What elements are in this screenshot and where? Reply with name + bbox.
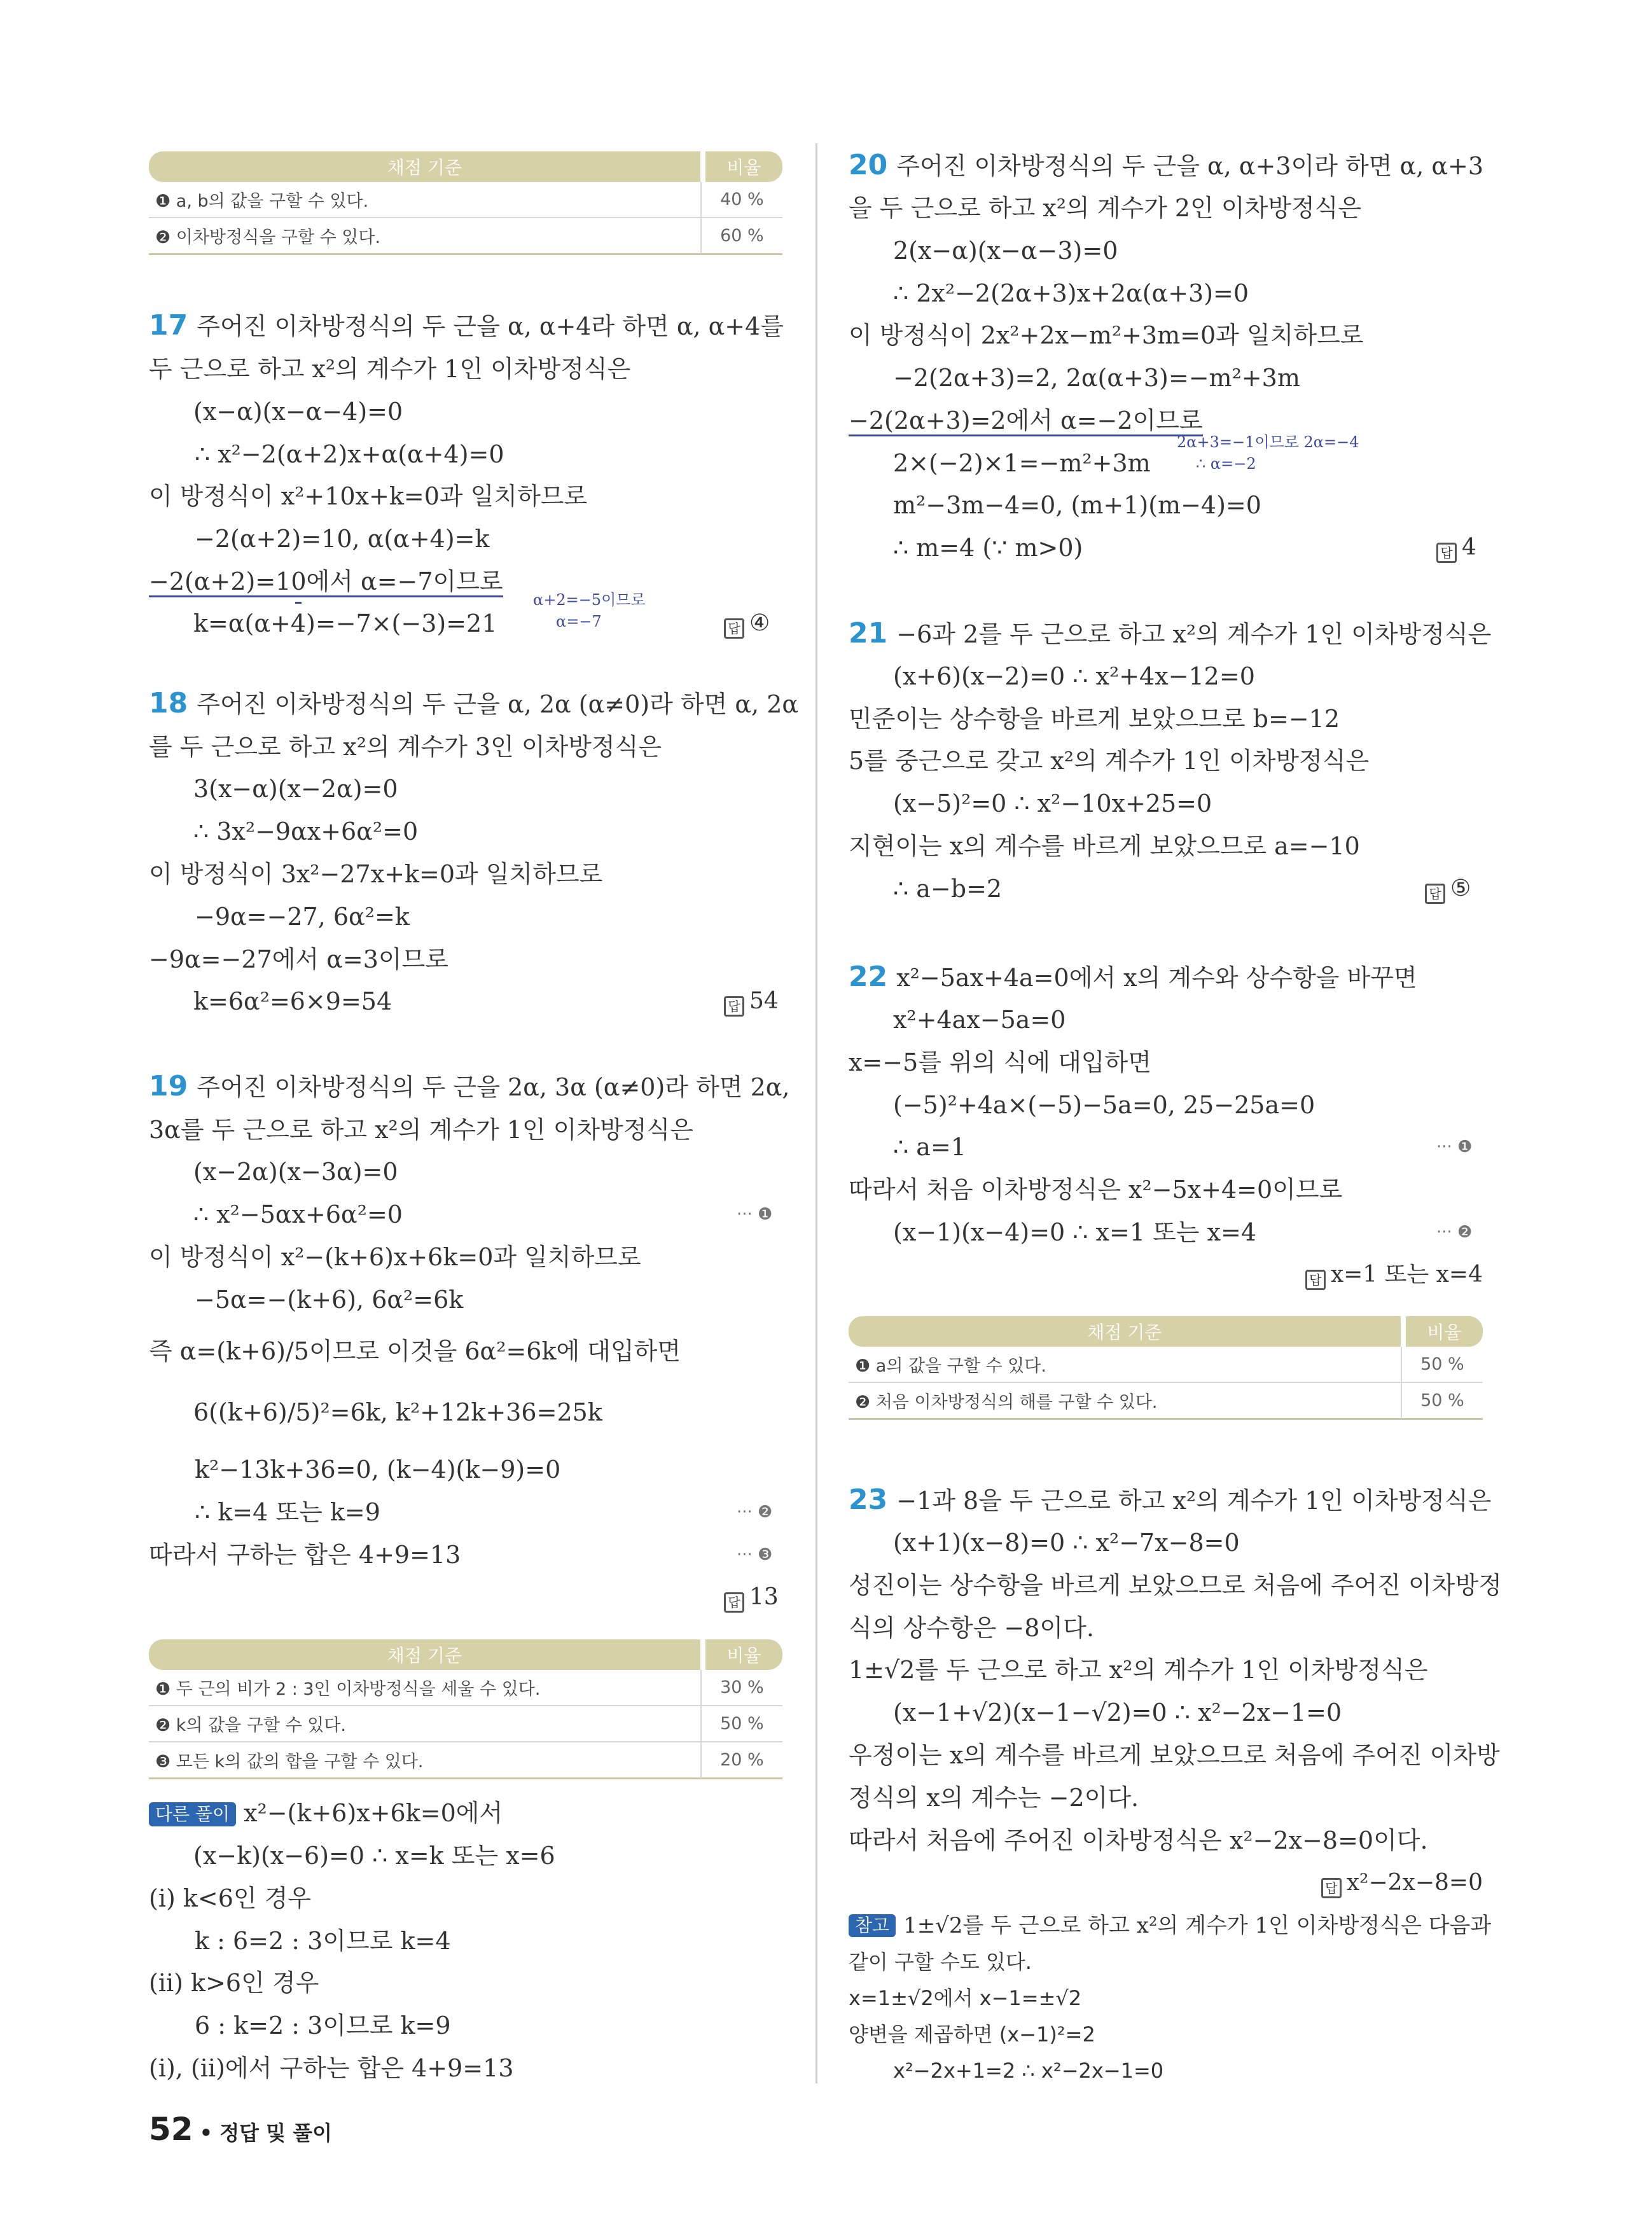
page-footer xyxy=(149,2111,332,2148)
problem-number: 19 xyxy=(149,1070,188,1102)
solution-line: ∴ a=1 xyxy=(893,1133,966,1161)
solution-line: 1±√2를 두 근으로 하고 x²의 계수가 1인 이차방정식은 xyxy=(849,1656,1428,1684)
solution-line: 주어진 이차방정식의 두 근을 α, 2α (α≠0)라 하면 α, 2α xyxy=(197,690,799,718)
ratio-cell: 60 % xyxy=(700,218,782,255)
solution-line: 지현이는 x의 계수를 바르게 보았으므로 a=−10 xyxy=(849,832,1360,860)
answer-value: x=1 또는 x=4 xyxy=(1330,1261,1483,1288)
solution-line: ∴ 3x²−9αx+6α²=0 xyxy=(193,817,419,845)
column-divider xyxy=(816,143,817,2083)
criteria-cell: ❷ k의 값을 구할 수 있다. xyxy=(149,1706,700,1742)
solution-line: 따라서 구하는 합은 4+9=13 xyxy=(149,1541,461,1569)
step-marker: ··· ❶ xyxy=(737,1205,773,1224)
solution-line: 두 근으로 하고 x²의 계수가 1인 이차방정식은 xyxy=(149,355,631,383)
answer-value: 54 xyxy=(749,988,779,1014)
criteria-cell: ❷ 이차방정식을 구할 수 있다. xyxy=(149,218,700,255)
scoring-table-19 xyxy=(149,1639,782,1779)
solution-line: 3(x−α)(x−2α)=0 xyxy=(193,775,398,803)
answer xyxy=(724,1582,779,1613)
annotation-note: ∴ α=−2 xyxy=(1196,455,1256,473)
reference-line: 같이 구할 수도 있다. xyxy=(849,1950,1032,1974)
solution-line: x²−(k+6)x+6k=0에서 xyxy=(244,1799,503,1827)
solution-line: 주어진 이차방정식의 두 근을 α, α+4라 하면 α, α+4를 xyxy=(197,312,784,340)
ratio-header: 비율 xyxy=(700,1639,782,1670)
solution-line: 6((k+6)/5)²=6k, k²+12k+36=25k xyxy=(193,1398,602,1426)
problem-number: 22 xyxy=(849,961,888,993)
solution-line: 를 두 근으로 하고 x²의 계수가 3인 이차방정식은 xyxy=(149,733,662,761)
solution-line: (x+1)(x−8)=0 ∴ x²−7x−8=0 xyxy=(893,1529,1240,1557)
table-row xyxy=(849,1383,1483,1420)
solution-line: k=6α²=6×9=54 xyxy=(193,987,392,1015)
step-marker: ··· ❶ xyxy=(1436,1137,1473,1157)
underlined-expression: −2(α+2)=10에서 α=−7이므로 xyxy=(149,567,503,597)
answer xyxy=(724,608,770,639)
answer-icon: 답 xyxy=(1436,543,1457,563)
answer-icon: 답 xyxy=(724,1592,744,1613)
answer-icon: 답 xyxy=(1321,1878,1342,1898)
solution-line: (x−k)(x−6)=0 ∴ x=k 또는 x=6 xyxy=(193,1842,555,1870)
problem-number: 21 xyxy=(849,617,888,650)
solution-line: 식의 상수항은 −8이다. xyxy=(849,1614,1094,1642)
criteria-header: 채점 기준 xyxy=(149,1639,700,1670)
solution-line: m²−3m−4=0, (m+1)(m−4)=0 xyxy=(893,491,1261,519)
solution-line: 5를 중근으로 갖고 x²의 계수가 1인 이차방정식은 xyxy=(849,747,1370,775)
underlined-expression: −2(2α+3)=2에서 α=−2이므로 xyxy=(849,407,1203,436)
answer-icon: 답 xyxy=(1425,884,1445,904)
solution-line: 정식의 x의 계수는 −2이다. xyxy=(849,1784,1139,1812)
table-row xyxy=(149,1670,782,1706)
solution-line: (ⅰ) k<6인 경우 xyxy=(149,1884,312,1912)
reference-line: x²−2x+1=2 ∴ x²−2x−1=0 xyxy=(893,2059,1164,2083)
solution-line: 이 방정식이 x²−(k+6)x+6k=0과 일치하므로 xyxy=(149,1243,641,1271)
ratio-cell: 30 % xyxy=(700,1670,782,1706)
solution-line: ∴ k=4 또는 k=9 xyxy=(195,1498,380,1526)
ratio-cell: 50 % xyxy=(700,1706,782,1742)
ratio-cell: 40 % xyxy=(700,182,782,218)
criteria-cell: ❶ a의 값을 구할 수 있다. xyxy=(849,1347,1401,1383)
solution-line: 즉 α=(k+6)/5이므로 이것을 6α²=6k에 대입하면 xyxy=(149,1337,681,1365)
answer-icon: 답 xyxy=(724,618,744,639)
solution-line: −2(2α+3)=2, 2α(α+3)=−m²+3m xyxy=(893,364,1300,392)
answer-value: 4 xyxy=(1462,534,1476,560)
reference-line: 양변을 제곱하면 (x−1)²=2 xyxy=(849,2022,1095,2047)
solution-line: ∴ a−b=2 xyxy=(893,875,1003,903)
solution-line: 주어진 이차방정식의 두 근을 2α, 3α (α≠0)라 하면 2α, xyxy=(197,1073,790,1101)
answer-value: 13 xyxy=(749,1584,779,1610)
solution-line: 2(x−α)(x−α−3)=0 xyxy=(893,237,1118,265)
scoring-table-22 xyxy=(849,1316,1483,1420)
solution-line: (x−1)(x−4)=0 ∴ x=1 또는 x=4 xyxy=(893,1218,1257,1246)
scoring-table-16 xyxy=(149,151,782,255)
ratio-cell: 20 % xyxy=(700,1742,782,1779)
reference-line: x=1±√2에서 x−1=±√2 xyxy=(849,1986,1082,2010)
solution-line: 따라서 처음 이차방정식은 x²−5x+4=0이므로 xyxy=(849,1176,1343,1204)
solution-line: 3α를 두 근으로 하고 x²의 계수가 1인 이차방정식은 xyxy=(149,1116,693,1144)
solution-line: 이 방정식이 3x²−27x+k=0과 일치하므로 xyxy=(149,860,603,888)
step-marker: ··· ❸ xyxy=(737,1545,773,1564)
solution-line: 을 두 근으로 하고 x²의 계수가 2인 이차방정식은 xyxy=(849,194,1362,222)
answer-icon: 답 xyxy=(724,996,744,1017)
solution-line: (ⅰ), (ⅱ)에서 구하는 합은 4+9=13 xyxy=(149,2054,514,2082)
annotation-note: 2α+3=−1이므로 2α=−4 xyxy=(1177,433,1359,451)
table-row xyxy=(149,1706,782,1742)
solution-line: k : 6=2 : 3이므로 k=4 xyxy=(195,1927,451,1955)
criteria-cell: ❸ 모든 k의 값의 합을 구할 수 있다. xyxy=(149,1742,700,1779)
problem-number: 18 xyxy=(149,687,188,719)
solution-line: −6과 2를 두 근으로 하고 x²의 계수가 1인 이차방정식은 xyxy=(896,620,1492,648)
criteria-header: 채점 기준 xyxy=(849,1316,1401,1347)
solution-line: 주어진 이차방정식의 두 근을 α, α+3이라 하면 α, α+3 xyxy=(896,152,1484,180)
annotation-note: α+2=−5이므로 xyxy=(533,591,646,609)
solution-line: (x−2α)(x−3α)=0 xyxy=(193,1158,398,1186)
solution-line: −9α=−27에서 α=3이므로 xyxy=(149,945,449,973)
problem-number: 23 xyxy=(849,1484,888,1516)
solution-line: ∴ x²−5αx+6α²=0 xyxy=(193,1200,403,1228)
answer-value: ④ xyxy=(749,610,770,636)
solution-line: 이 방정식이 2x²+2x−m²+3m=0과 일치하므로 xyxy=(849,321,1364,349)
solution-line: −9α=−27, 6α²=k xyxy=(195,903,410,931)
step-marker: ··· ❷ xyxy=(1436,1223,1473,1242)
answer-value: x²−2x−8=0 xyxy=(1346,1870,1483,1896)
solution-line: (x−1+√2)(x−1−√2)=0 ∴ x²−2x−1=0 xyxy=(893,1699,1342,1727)
reference-line: 1±√2를 두 근으로 하고 x²의 계수가 1인 이차방정식은 다음과 xyxy=(903,1913,1492,1938)
problem-number: 17 xyxy=(149,309,188,342)
solution-line: (x+6)(x−2)=0 ∴ x²+4x−12=0 xyxy=(893,662,1255,690)
solution-line: k=α(α+4)=−7×(−3)=21 xyxy=(193,609,497,637)
solution-line: 2×(−2)×1=−m²+3m xyxy=(893,449,1151,477)
answer-value: ⑤ xyxy=(1450,875,1471,901)
criteria-header: 채점 기준 xyxy=(149,151,700,182)
table-row xyxy=(849,1347,1483,1383)
solution-line: −2(α+2)=10, α(α+4)=k xyxy=(195,525,490,553)
problem-number: 20 xyxy=(849,149,888,181)
solution-line: (x−5)²=0 ∴ x²−10x+25=0 xyxy=(893,789,1212,817)
answer xyxy=(1305,1260,1483,1290)
solution-line: −1과 8을 두 근으로 하고 x²의 계수가 1인 이차방정식은 xyxy=(896,1487,1492,1515)
alt-solution-badge: 다른 풀이 xyxy=(149,1802,236,1826)
criteria-cell: ❶ 두 근의 비가 2 : 3인 이차방정식을 세울 수 있다. xyxy=(149,1670,700,1706)
solution-line: 따라서 처음에 주어진 이차방정식은 x²−2x−8=0이다. xyxy=(849,1826,1428,1854)
solution-line: (x−α)(x−α−4)=0 xyxy=(193,398,403,426)
answer xyxy=(724,986,779,1017)
solution-line: 이 방정식이 x²+10x+k=0과 일치하므로 xyxy=(149,482,588,510)
annotation-connector xyxy=(295,602,302,604)
step-marker: ··· ❷ xyxy=(737,1503,773,1522)
solution-line: ∴ 2x²−2(2α+3)x+2α(α+3)=0 xyxy=(893,279,1249,307)
footer-title: • 정답 및 풀이 xyxy=(199,2121,333,2145)
solution-line: 성진이는 상수항을 바르게 보았으므로 처음에 주어진 이차방정 xyxy=(849,1571,1502,1599)
ratio-cell: 50 % xyxy=(1401,1347,1483,1383)
ratio-cell: 50 % xyxy=(1401,1383,1483,1420)
table-row xyxy=(149,1742,782,1779)
solution-line: −5α=−(k+6), 6α²=6k xyxy=(195,1286,464,1314)
answer xyxy=(1436,532,1476,563)
criteria-cell: ❷ 처음 이차방정식의 해를 구할 수 있다. xyxy=(849,1383,1401,1420)
table-row xyxy=(149,182,782,218)
solution-line: 민준이는 상수항을 바르게 보았으므로 b=−12 xyxy=(849,705,1340,733)
ratio-header: 비율 xyxy=(700,151,782,182)
criteria-cell: ❶ a, b의 값을 구할 수 있다. xyxy=(149,182,700,218)
solution-line: x=−5를 위의 식에 대입하면 xyxy=(849,1048,1151,1076)
reference-badge: 참고 xyxy=(849,1914,896,1937)
answer xyxy=(1425,873,1471,904)
solution-line: x²+4ax−5a=0 xyxy=(893,1006,1066,1034)
answer xyxy=(1321,1868,1483,1898)
annotation-note: α=−7 xyxy=(556,613,602,630)
solution-line: k²−13k+36=0, (k−4)(k−9)=0 xyxy=(195,1456,561,1484)
page-number: 52 xyxy=(149,2111,193,2148)
solution-line: ∴ x²−2(α+2)x+α(α+4)=0 xyxy=(195,440,504,468)
table-row xyxy=(149,218,782,255)
solution-line: (−5)²+4a×(−5)−5a=0, 25−25a=0 xyxy=(893,1091,1315,1119)
solution-line: 6 : k=2 : 3이므로 k=9 xyxy=(195,2012,451,2040)
solution-line: 우정이는 x의 계수를 바르게 보았으므로 처음에 주어진 이차방 xyxy=(849,1741,1500,1769)
solution-line: x²−5ax+4a=0에서 x의 계수와 상수항을 바꾸면 xyxy=(896,964,1417,992)
ratio-header: 비율 xyxy=(1401,1316,1483,1347)
answer-icon: 답 xyxy=(1305,1270,1326,1290)
solution-line: (ⅱ) k>6인 경우 xyxy=(149,1969,319,1997)
solution-line: ∴ m=4 (∵ m>0) xyxy=(893,534,1083,562)
